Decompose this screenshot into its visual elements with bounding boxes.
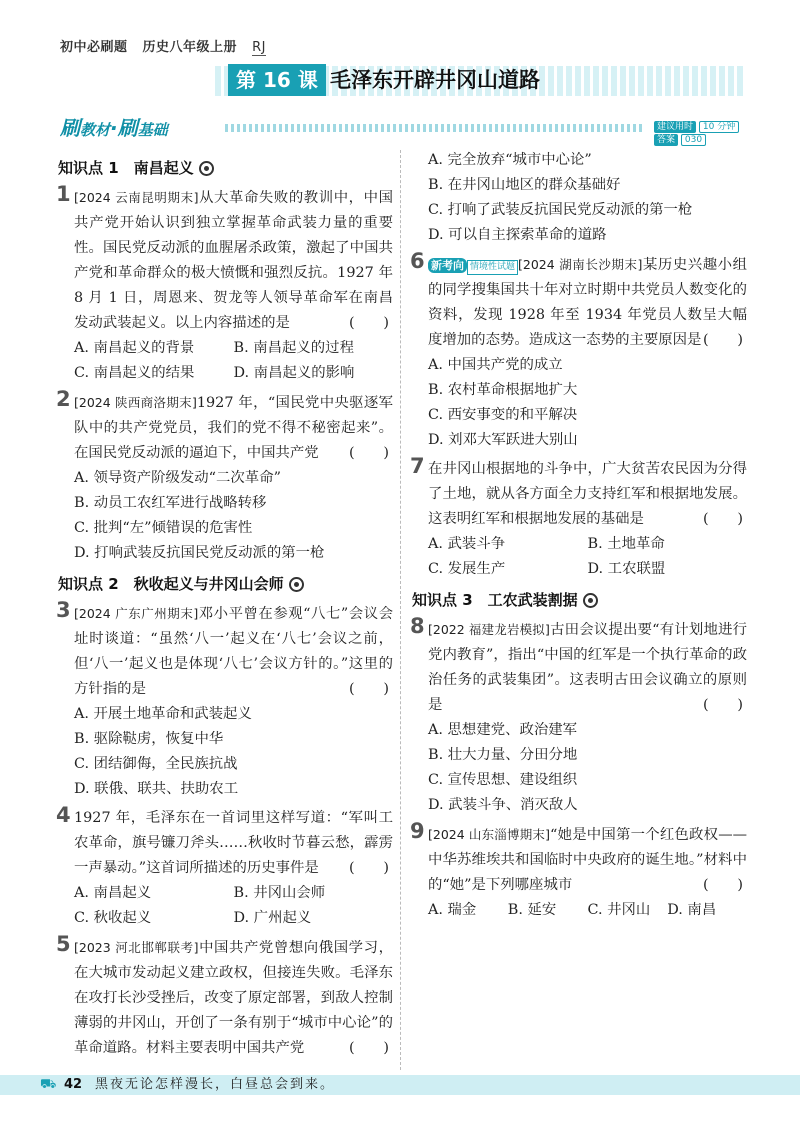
- question-number: 4: [56, 803, 71, 827]
- question-number: 7: [410, 454, 425, 478]
- option-d[interactable]: D. 广州起义: [233, 910, 312, 926]
- question-number: 2: [56, 387, 71, 411]
- question-number: 6: [410, 249, 425, 273]
- option-b[interactable]: B. 壮大力量、分田分地: [428, 747, 578, 763]
- section-label-e: 基础: [137, 121, 168, 139]
- question-number: 3: [56, 598, 71, 622]
- answer-blank[interactable]: ( ): [702, 697, 743, 713]
- book-series: [60, 36, 276, 55]
- option-c[interactable]: C. 井冈山: [587, 902, 651, 918]
- answer-blank[interactable]: ( ): [348, 315, 389, 331]
- answer-blank[interactable]: ( ): [348, 1040, 389, 1056]
- option-d[interactable]: D. 南昌起义的影响: [233, 365, 355, 381]
- question-text: 某历史兴趣小组的同学搜集国共十年对立时期中共党员人数变化的资料，发现 1928 年至 1934 年党员人数呈大幅度增加的态势。造成这一态势的主要原因是: [428, 257, 747, 348]
- option-b[interactable]: B. 在井冈山地区的群众基础好: [428, 177, 621, 193]
- option-b[interactable]: B. 动员工农红军进行战略转移: [74, 495, 267, 511]
- question-1: [56, 182, 393, 386]
- lesson-number: 第 16 课: [228, 64, 326, 96]
- question-number: 9: [410, 819, 425, 843]
- answer-blank[interactable]: ( ): [348, 445, 389, 461]
- option-d[interactable]: D. 可以自主探索革命的道路: [428, 227, 607, 243]
- book-name: 初中必刷题: [60, 40, 128, 55]
- question-source: [2024 山东淄博期末]: [428, 827, 551, 842]
- kp3-title: 知识点 3 工农武装割据: [412, 591, 578, 609]
- question-source: [2024 云南昆明期末]: [74, 190, 199, 205]
- question-number: 8: [410, 614, 425, 638]
- question-text: 中国共产党曾想向俄国学习，在大城市发动起义建立政权，但接连失败。毛泽东在攻打长沙受挫后，改变了原定部署，到敌人控制薄弱的井冈山，开创了一条有别于“城市中心论”的革命道路。材料主要表明中国共产党: [74, 940, 393, 1056]
- knowledge-point-2: [58, 572, 393, 597]
- option-d[interactable]: D. 武装斗争、消灭敌人: [428, 797, 578, 813]
- question-text: 邓小平曾在参观“八七”会议会址时谈道：“虽然‘八一’起义在‘八七’会议之前，但‘八一’起义也是体现‘八七’会议方针的。”这里的方针指的是: [74, 606, 394, 697]
- option-c[interactable]: C. 西安事变的和平解决: [428, 407, 578, 423]
- option-d[interactable]: D. 南昌: [667, 902, 717, 918]
- option-c[interactable]: C. 批判“左”倾错误的危害性: [74, 520, 253, 536]
- option-a[interactable]: A. 领导资产阶级发动“二次革命”: [74, 470, 281, 486]
- question-5-options: [412, 148, 747, 248]
- question-7: [410, 454, 747, 582]
- section-label-a: 刷: [60, 116, 80, 140]
- option-a[interactable]: A. 完全放弃“城市中心论”: [428, 152, 592, 168]
- knowledge-point-1: [58, 156, 393, 181]
- lesson-title: 毛泽东开辟井冈山道路: [330, 68, 540, 92]
- question-type-badge: 情境性试题: [467, 260, 518, 275]
- option-c[interactable]: C. 秋收起义: [74, 910, 152, 926]
- time-value: 10 分钟: [699, 121, 739, 133]
- left-column: [58, 150, 393, 1065]
- option-d[interactable]: D. 联俄、联共、扶助农工: [74, 781, 239, 797]
- question-6: [410, 249, 747, 453]
- option-c[interactable]: C. 团结御侮，全民族抗战: [74, 756, 238, 772]
- question-text: 1927 年，毛泽东在一首词里这样写道：“军叫工农革命，旗号镰刀斧头……秋收时节暮云愁，霹雳一声暴动。”这首词所描述的历史事件是: [74, 810, 393, 876]
- top-header: [0, 0, 800, 56]
- subject-name: 历史八年级上册: [142, 40, 238, 55]
- question-9: [410, 819, 748, 923]
- right-column: [412, 148, 747, 927]
- option-c[interactable]: C. 宣传思想、建设组织: [428, 772, 578, 788]
- question-4: [56, 803, 393, 931]
- question-source: [2024 广东广州期末]: [74, 606, 199, 621]
- question-text: 1927 年，“国民党中央驱逐军队中的共产党党员，我们的党不得不秘密起来”。在国民党反动派的逼迫下，中国共产党: [74, 395, 393, 461]
- question-8: [410, 614, 748, 818]
- section-label: [60, 112, 168, 141]
- question-2: [56, 387, 393, 566]
- question-source: [2023 河北邯郸联考]: [74, 940, 199, 955]
- answer-blank[interactable]: ( ): [702, 511, 743, 527]
- option-b[interactable]: B. 驱除鞑虏，恢复中华: [74, 731, 224, 747]
- footer-motto: 黑夜无论怎样漫长，白昼总会到来。: [95, 1077, 336, 1092]
- answer-blank[interactable]: ( ): [348, 860, 389, 876]
- answer-blank[interactable]: ( ): [702, 877, 743, 893]
- edition-tag: RJ: [252, 40, 266, 55]
- option-a[interactable]: A. 瑞金: [428, 902, 477, 918]
- option-a[interactable]: A. 思想建党、政治建军: [428, 722, 578, 738]
- option-c[interactable]: C. 南昌起义的结果: [74, 365, 195, 381]
- option-c[interactable]: C. 发展生产: [428, 561, 506, 577]
- section-label-c: ·: [110, 116, 118, 140]
- question-number: 5: [56, 932, 71, 956]
- question-source: [2024 陕西商洛期末]: [74, 395, 197, 410]
- answer-blank[interactable]: ( ): [702, 332, 743, 348]
- kp2-title: 知识点 2 秋收起义与井冈山会师: [58, 575, 284, 593]
- knowledge-point-3: [412, 588, 747, 613]
- answer-blank[interactable]: ( ): [348, 681, 389, 697]
- question-text: 古田会议提出要“有计划地进行党内教育”，指出“中国的红军是一个执行革命的政治任务的武装集团”。这表明古田会议确立的原则是: [428, 622, 748, 713]
- question-3: [56, 598, 394, 802]
- question-text: 从大革命失败的教训中，中国共产党开始认识到独立掌握革命武装力量的重要性。国民党反动派的血腥屠杀政策，激起了中国共产党和革命群众的极大愤慨和强烈反抗。1927 年 8 月 1 日，周恩来、贺龙等人领导革命军在南昌发动武装起义。以上内容描述的是: [74, 190, 393, 331]
- option-a[interactable]: A. 中国共产党的成立: [428, 357, 563, 373]
- option-d[interactable]: D. 工农联盟: [587, 561, 666, 577]
- question-text: “她是中国第一个红色政权——中华苏维埃共和国临时中央政府的诞生地。”材料中的“她”是下列哪座城市: [428, 827, 748, 893]
- target-icon: [289, 577, 304, 592]
- new-direction-badge: 新考向: [428, 258, 467, 273]
- option-a[interactable]: A. 南昌起义的背景: [74, 340, 195, 356]
- page-number: 42: [64, 1077, 83, 1092]
- target-icon: [583, 593, 598, 608]
- question-number: 1: [56, 182, 71, 206]
- section-dotted-line: [225, 124, 645, 132]
- recommend-time: [654, 119, 750, 145]
- option-b[interactable]: B. 延安: [507, 902, 557, 918]
- column-divider: [400, 150, 401, 1070]
- option-b[interactable]: B. 南昌起义的过程: [233, 340, 354, 356]
- answer-page: 030: [681, 134, 706, 146]
- section-label-d: 刷: [117, 116, 138, 140]
- section-label-b: 教材: [80, 121, 111, 139]
- question-source: [2024 湖南长沙期末]: [518, 257, 643, 272]
- option-a[interactable]: A. 开展土地革命和武装起义: [74, 706, 252, 722]
- target-icon: [199, 161, 214, 176]
- question-text: 在井冈山根据地的斗争中，广大贫苦农民因为分得了土地，就从各方面全力支持红军和根据地发展。这表明红军和根据地发展的基础是: [428, 461, 747, 527]
- question-5-start: [56, 932, 393, 1061]
- option-b[interactable]: B. 农村革命根据地扩大: [428, 382, 578, 398]
- option-a[interactable]: A. 武装斗争: [428, 536, 506, 552]
- option-d[interactable]: D. 打响武装反抗国民党反动派的第一枪: [74, 545, 325, 561]
- time-label: 建议用时: [654, 121, 696, 133]
- section-header: [60, 112, 750, 145]
- cart-icon: ⛟: [40, 1077, 57, 1092]
- option-a[interactable]: A. 南昌起义: [74, 885, 152, 901]
- option-d[interactable]: D. 刘邓大军跃进大别山: [428, 432, 578, 448]
- option-c[interactable]: C. 打响了武装反抗国民党反动派的第一枪: [428, 202, 693, 218]
- question-source: [2022 福建龙岩模拟]: [428, 622, 550, 637]
- option-b[interactable]: B. 井冈山会师: [233, 885, 326, 901]
- page-footer: [0, 1075, 800, 1095]
- kp1-title: 知识点 1 南昌起义: [58, 159, 194, 177]
- answer-label: 答案: [654, 134, 678, 146]
- option-b[interactable]: B. 土地革命: [587, 536, 665, 552]
